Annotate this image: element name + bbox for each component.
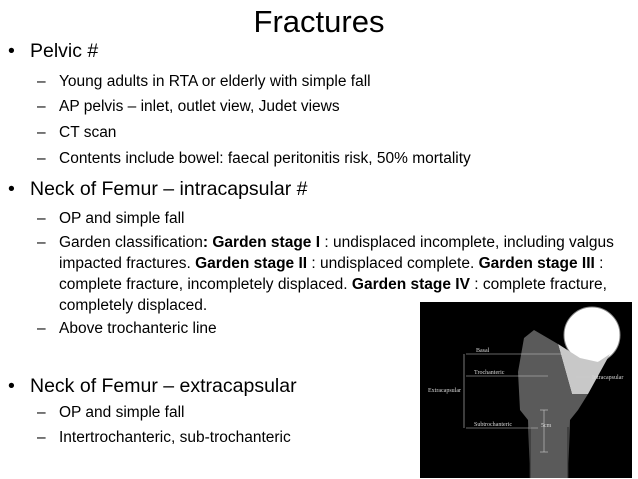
list-item-text: Intertrochanteric, sub-trochanteric [59,429,291,446]
section-heading: Neck of Femur – intracapsular # [30,178,308,200]
bullet-glyph: • [8,178,15,200]
dash-glyph: – [37,73,46,90]
dash-glyph: – [37,234,46,251]
garden-stage-3-label: Garden stage III [478,255,595,272]
bullet-pelvic [8,39,98,63]
list-item [37,96,340,117]
garden-stage-4-text: : complete fracture, completely displaced. [59,276,607,314]
dash-glyph: – [37,320,46,337]
garden-stage-1-label: Garden stage I [212,234,321,251]
list-item [37,427,291,448]
section-heading: Pelvic # [30,40,99,62]
list-item [37,318,217,339]
list-item [37,122,116,143]
list-item-text: CT scan [59,124,117,141]
garden-colon: : [202,234,209,251]
garden-stage-3-text: : complete fracture, incompletely displaced. [59,255,604,293]
garden-stage-2-text: : undisplaced complete. [307,255,479,272]
dash-glyph: – [37,124,46,141]
dash-glyph: – [37,404,46,421]
label-trochanteric: Trochanteric [474,370,505,376]
label-basal: Basal [476,348,490,354]
list-item [37,71,371,92]
garden-intro: Garden classification [59,234,203,251]
list-item-text: Above trochanteric line [59,320,217,337]
bullet-glyph: • [8,375,15,397]
list-item [37,148,471,169]
bullet-nof-extracapsular [8,374,297,398]
list-item [37,402,185,423]
list-item-text: AP pelvis – inlet, outlet view, Judet views [59,98,340,115]
garden-stage-4-label: Garden stage IV [351,276,470,293]
dash-glyph: – [37,429,46,446]
section-heading: Neck of Femur – extracapsular [30,375,297,397]
list-item [37,208,185,229]
garden-stage-2-label: Garden stage II [195,255,308,272]
dash-glyph: – [37,150,46,167]
garden-stage-1-text: : undisplaced incomplete, including valgus impacted fractures. [59,234,614,272]
list-item-text: Young adults in RTA or elderly with simple fall [59,73,371,90]
label-subtrochanteric: Subtrochanteric [474,422,512,428]
label-5cm: 5cm [541,423,552,429]
slide-title: Fractures [253,4,385,39]
femur-fracture-diagram [420,302,632,478]
list-item-text: OP and simple fall [59,404,185,421]
femur-diagram-svg [420,302,632,478]
list-item-text: OP and simple fall [59,210,185,227]
list-item-text: Contents include bowel: faecal peritonitis risk, 50% mortality [59,150,471,167]
label-extracapsular: Extracapsular [428,388,461,394]
bullet-glyph: • [8,40,15,62]
dash-glyph: – [37,98,46,115]
dash-glyph: – [37,210,46,227]
label-intracapsular: Intracapsular [592,375,624,381]
bullet-nof-intracapsular [8,177,307,201]
